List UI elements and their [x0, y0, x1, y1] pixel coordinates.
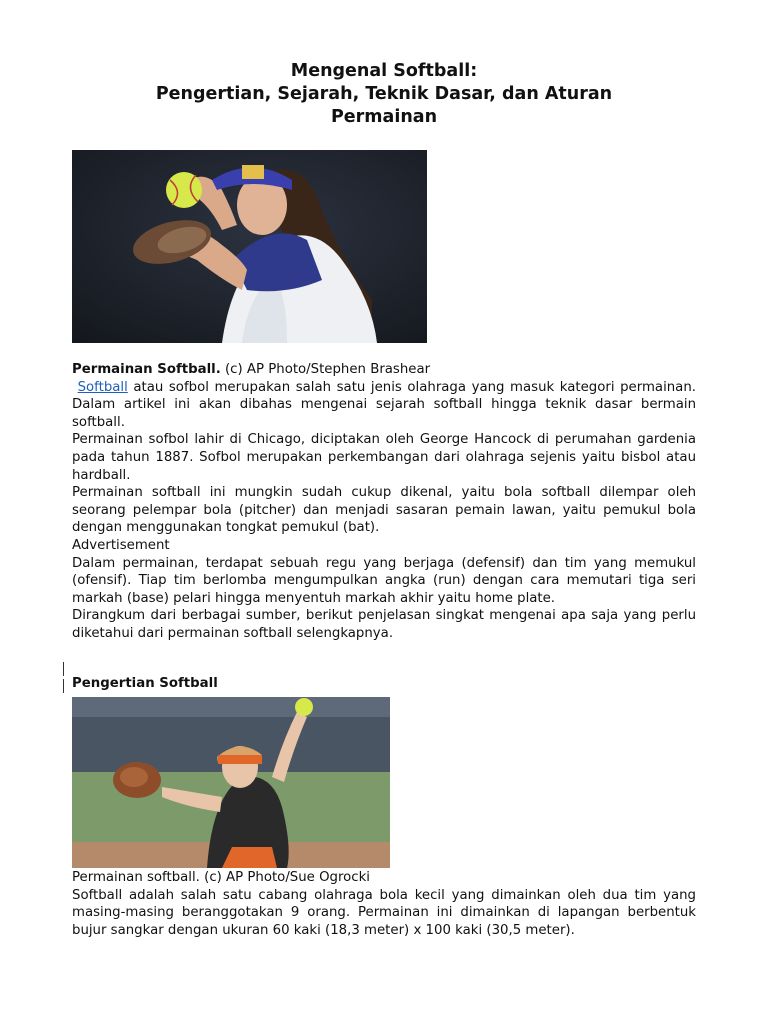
caption-1-bold: Permainan Softball.	[72, 362, 221, 377]
title-line-2: Pengertian, Sejarah, Teknik Dasar, dan Aturan	[155, 84, 613, 104]
intro-text: atau sofbol merupakan salah satu jenis olahraga yang masuk kategori permainan. Dalam artikel ini akan dibahas mengenai sejarah softball hingga teknik dasar bermain softball.	[72, 379, 696, 430]
photo-caption-2: Permainan softball. (c) AP Photo/Sue Ogrocki	[72, 870, 370, 885]
paragraph-teams: Dalam permainan, terdapat sebuah regu yang berjaga (defensif) dan tim yang memukul (ofensif). Tiap tim berlomba mengumpulkan angka (run) dengan cara memutari tiga seri markah (base) pelari hingga menyentuh markah akhir yaitu home plate.	[72, 555, 696, 606]
section-heading: Pengertian Softball	[72, 676, 218, 691]
intro-paragraph	[72, 379, 696, 432]
caption-1-credit: (c) AP Photo/Stephen Brashear	[220, 362, 431, 377]
title-line-3: Permainan	[330, 107, 438, 127]
title-line-1: Mengenal Softball:	[290, 61, 478, 81]
paragraph-pitcher: Permainan softball ini mungkin sudah cukup dikenal, yaitu bola softball dilempar oleh seorang pelempar bola (pitcher) dan menjadi sasaran pemain lawan, yaitu pemukul bola dengan menggunakan tongkat pemukul (bat).	[72, 485, 696, 536]
definition-section	[72, 869, 696, 939]
text-cursor-2	[63, 679, 64, 693]
article-intro	[72, 361, 696, 643]
softball-pitcher-photo-2	[72, 697, 390, 868]
softball-pitcher-photo-1	[72, 150, 427, 343]
text-cursor-1	[63, 662, 64, 676]
paragraph-history: Permainan sofbol lahir di Chicago, diciptakan oleh George Hancock di perumahan gardenia pada tahun 1887. Sofbol merupakan perkembangan dari olahraga sejenis yaitu bisbol atau hardball.	[72, 432, 696, 483]
paragraph-summary: Dirangkum dari berbagai sumber, berikut penjelasan singkat mengenai apa saja yang perlu diketahui dari permainan softball selengkapnya.	[72, 608, 696, 641]
softball-link[interactable]: Softball	[77, 379, 128, 395]
advertisement-label: Advertisement	[72, 537, 170, 553]
document-title	[72, 60, 696, 129]
paragraph-definition: Softball adalah salah satu cabang olahraga bola kecil yang dimainkan oleh dua tim yang masing-masing beranggotakan 9 orang. Permainan ini dimainkan di lapangan berbentuk bujur sangkar dengan ukuran 60 kaki (18,3 meter) x 100 kaki (30,5 meter).	[72, 887, 696, 938]
photo-caption-1	[72, 361, 696, 379]
